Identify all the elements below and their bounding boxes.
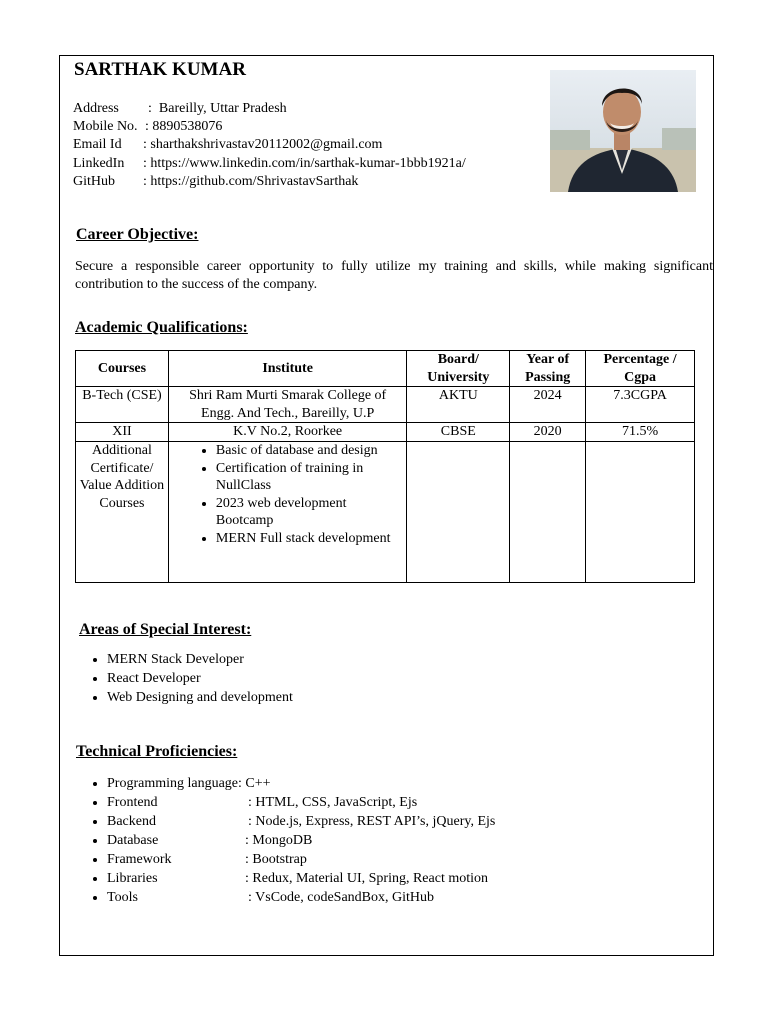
table-header-row bbox=[76, 351, 695, 387]
interests-heading: Areas of Special Interest: bbox=[79, 621, 252, 638]
skill-label: Frontend bbox=[107, 795, 158, 810]
cell-course: XII bbox=[76, 423, 169, 442]
profile-photo-illustration bbox=[550, 70, 696, 192]
contact-linkedin bbox=[73, 155, 466, 173]
list-item: • MERN Stack Developer bbox=[107, 650, 293, 669]
skill-label: Backend bbox=[107, 814, 156, 829]
contact-value[interactable]: https://www.linkedin.com/in/sarthak-kumar-1bbb1921a/ bbox=[150, 155, 466, 171]
interests-list bbox=[60, 650, 293, 707]
column-header: Board/ University bbox=[407, 351, 510, 387]
contact-label: Mobile No. bbox=[73, 119, 138, 135]
list-item: • Web Designing and development bbox=[107, 688, 293, 707]
contact-value: Bareilly, Uttar Pradesh bbox=[158, 101, 287, 116]
contact-label: GitHub bbox=[73, 173, 115, 189]
skill-label: Programming language bbox=[107, 776, 239, 791]
technical-heading: Technical Proficiencies: bbox=[76, 743, 238, 760]
list-item: • Basic of database and design bbox=[216, 442, 404, 460]
list-item bbox=[107, 831, 495, 850]
list-item bbox=[107, 774, 495, 793]
skill-label: Libraries bbox=[107, 871, 158, 886]
cell-score bbox=[586, 441, 695, 582]
skill-value: : C++ bbox=[238, 776, 271, 791]
list-item: • React Developer bbox=[107, 669, 293, 688]
contact-label: Address bbox=[73, 101, 119, 116]
contact-value[interactable]: sharthakshrivastav20112002@gmail.com bbox=[150, 137, 383, 153]
list-item bbox=[107, 793, 495, 812]
career-objective-text: Secure a responsible career opportunity to fully utilize my training and skills, while making significant contribution to the success of the company. bbox=[75, 259, 713, 292]
candidate-name: SARTHAK KUMAR bbox=[74, 59, 246, 80]
contact-sep: : bbox=[148, 101, 152, 116]
skill-label: Framework bbox=[107, 852, 172, 867]
column-header: Courses bbox=[76, 351, 169, 387]
cell-courses-list bbox=[168, 441, 407, 582]
contact-details bbox=[73, 100, 466, 191]
skill-label: Tools bbox=[107, 890, 138, 905]
cell-board: CBSE bbox=[407, 423, 510, 442]
cell-year: 2020 bbox=[510, 423, 586, 442]
contact-label: LinkedIn bbox=[73, 155, 125, 171]
contact-email bbox=[73, 136, 466, 154]
skill-value: : Redux, Material UI, Spring, React motion bbox=[245, 871, 489, 886]
cell-institute: K.V No.2, Roorkee bbox=[168, 423, 407, 442]
skill-value: : Bootstrap bbox=[245, 852, 307, 867]
table-row bbox=[76, 441, 695, 582]
contact-label: Email Id bbox=[73, 137, 122, 153]
list-item: • Certification of training in NullClass bbox=[216, 460, 404, 495]
list-item bbox=[107, 869, 495, 888]
cell-score: 7.3CGPA bbox=[586, 387, 695, 423]
cell-year bbox=[510, 441, 586, 582]
skill-value: : Node.js, Express, REST API’s, jQuery, Ejs bbox=[248, 814, 496, 829]
contact-mobile bbox=[73, 118, 466, 136]
contact-value: 8890538076 bbox=[152, 119, 223, 135]
resume-page bbox=[59, 55, 714, 956]
cell-course: B-Tech (CSE) bbox=[76, 387, 169, 423]
contact-sep: : bbox=[143, 173, 147, 189]
academic-table bbox=[75, 350, 695, 583]
contact-sep: : bbox=[143, 155, 147, 171]
skill-value: : HTML, CSS, JavaScript, Ejs bbox=[248, 795, 418, 810]
list-item: • 2023 web development Bootcamp bbox=[216, 495, 404, 530]
cell-course: Additional Certificate/ Value Addition Courses bbox=[76, 441, 169, 582]
list-item bbox=[107, 888, 495, 907]
cell-year: 2024 bbox=[510, 387, 586, 423]
table-row bbox=[76, 387, 695, 423]
column-header: Institute bbox=[168, 351, 407, 387]
skill-value: : VsCode, codeSandBox, GitHub bbox=[248, 890, 435, 905]
academic-heading: Academic Qualifications: bbox=[75, 319, 248, 336]
cell-board: AKTU bbox=[407, 387, 510, 423]
contact-value[interactable]: https://github.com/ShrivastavSarthak bbox=[150, 173, 359, 189]
cell-board bbox=[407, 441, 510, 582]
column-header: Percentage / Cgpa bbox=[586, 351, 695, 387]
list-item bbox=[107, 812, 495, 831]
career-objective-heading: Career Objective: bbox=[76, 226, 199, 243]
contact-sep: : bbox=[143, 137, 147, 153]
contact-sep: : bbox=[145, 119, 149, 135]
contact-address bbox=[73, 100, 466, 118]
skill-label: Database bbox=[107, 833, 159, 848]
column-header: Year of Passing bbox=[510, 351, 586, 387]
cell-institute: Shri Ram Murti Smarak College of Engg. And Tech., Bareilly, U.P bbox=[168, 387, 407, 423]
cell-score: 71.5% bbox=[586, 423, 695, 442]
list-item: • MERN Full stack development bbox=[216, 530, 404, 548]
technical-list bbox=[60, 774, 495, 907]
contact-github bbox=[73, 173, 466, 191]
skill-value: : MongoDB bbox=[245, 833, 313, 848]
list-item bbox=[107, 850, 495, 869]
profile-photo bbox=[550, 70, 696, 192]
table-row bbox=[76, 423, 695, 442]
